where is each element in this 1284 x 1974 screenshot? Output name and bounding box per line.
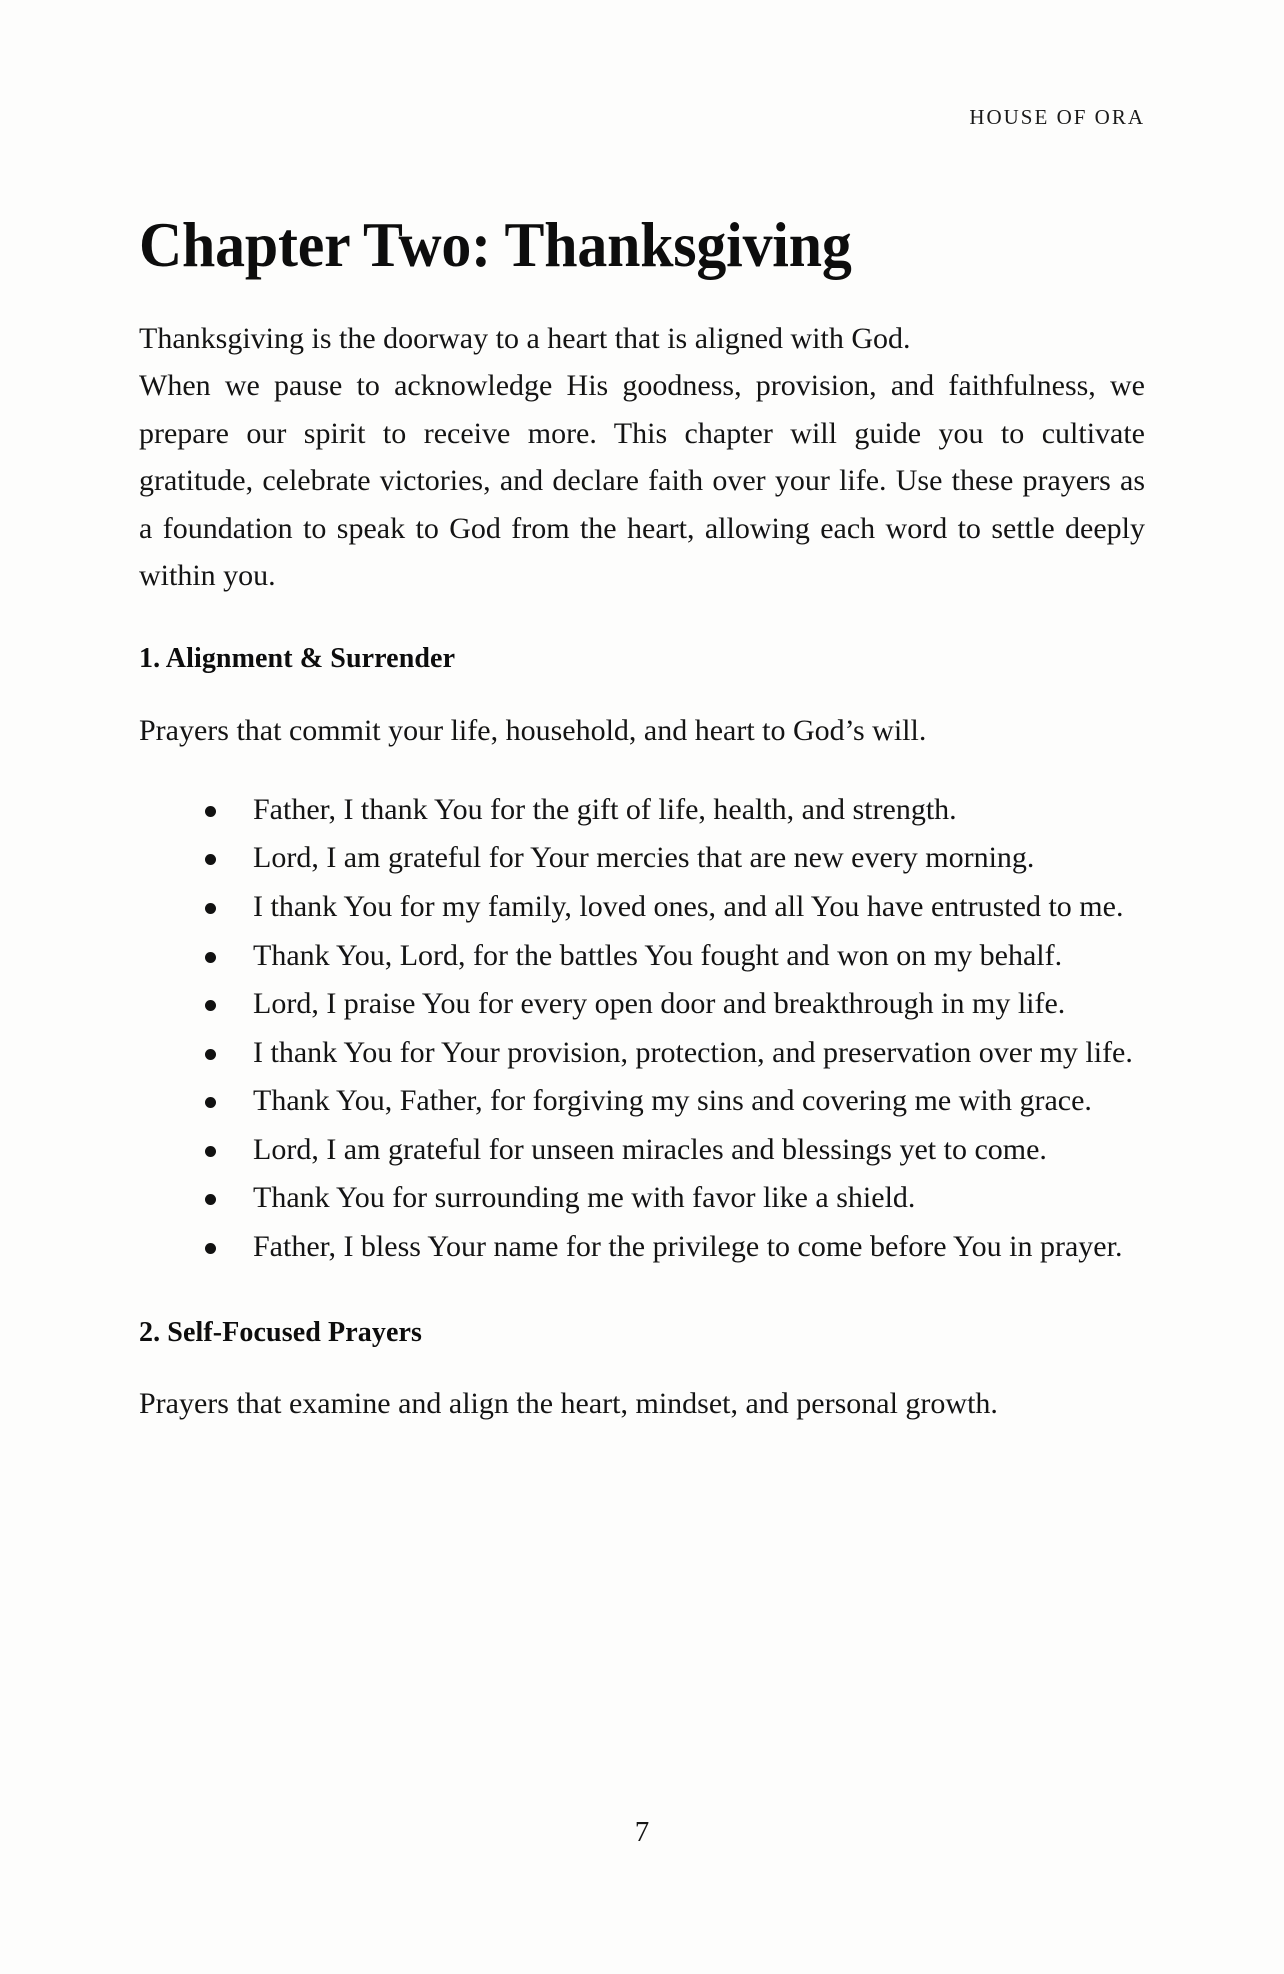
list-item xyxy=(139,933,1145,979)
chapter-title: Chapter Two: Thanksgiving xyxy=(139,210,852,280)
section-description-2: Prayers that examine and align the heart, mindset, and personal growth. xyxy=(139,1387,998,1421)
list-item-text: Lord, I praise You for every open door and breakthrough in my life. xyxy=(253,987,1066,1021)
list-item-text: Thank You for surrounding me with favor like a shield. xyxy=(253,1181,916,1215)
bullet-icon xyxy=(205,1194,216,1205)
list-item xyxy=(139,884,1145,930)
page-content xyxy=(139,0,1145,1426)
list-item-text: Thank You, Lord, for the battles You fought and won on my behalf. xyxy=(253,938,1063,972)
section-heading-2: 2. Self-Focused Prayers xyxy=(139,1316,423,1348)
page-number: 7 xyxy=(634,1816,650,1848)
list-item-text: Lord, I am grateful for Your mercies that are new every morning. xyxy=(253,841,1035,875)
list-item xyxy=(139,1078,1145,1124)
list-item-text: I thank You for Your provision, protection, and preservation over my life. xyxy=(253,1035,1133,1069)
list-item-text: I thank You for my family, loved ones, and all You have entrusted to me. xyxy=(253,889,1124,923)
bullet-icon xyxy=(205,1243,216,1254)
bullet-icon xyxy=(205,1146,216,1157)
list-item-text: Father, I bless Your name for the privilege to come before You in prayer. xyxy=(253,1230,1123,1264)
bullet-icon xyxy=(205,806,216,817)
prayer-list-1 xyxy=(139,753,1145,1270)
bullet-icon xyxy=(205,854,216,865)
bullet-icon xyxy=(205,903,216,914)
list-item-text: Father, I thank You for the gift of life, health, and strength. xyxy=(253,792,957,826)
list-item xyxy=(139,1127,1145,1173)
intro-paragraph xyxy=(139,277,1145,599)
running-header: HOUSE OF ORA xyxy=(969,105,1145,129)
list-item xyxy=(139,835,1145,881)
bullet-icon xyxy=(205,1097,216,1108)
list-item xyxy=(139,1224,1145,1270)
section-heading-1: 1. Alignment & Surrender xyxy=(139,643,456,675)
bullet-icon xyxy=(205,1049,216,1060)
list-item xyxy=(139,1030,1145,1076)
intro-body: When we pause to acknowledge His goodness, provision, and faithfulness, we prepare our spirit to receive more. This chapter will guide you to cultivate gratitude, celebrate victories, and declare faith over your life. Use these prayers as a foundation to speak to God from the heart, allowing each word to settle deeply within you. xyxy=(139,369,1145,592)
list-item xyxy=(139,787,1145,833)
list-item-text: Thank You, Father, for forgiving my sins and covering me with grace. xyxy=(253,1084,1092,1118)
list-item xyxy=(139,1175,1145,1221)
section-description-1: Prayers that commit your life, household, and heart to God’s will. xyxy=(139,713,927,747)
bullet-icon xyxy=(205,952,216,963)
bullet-icon xyxy=(205,1000,216,1011)
intro-line-1: Thanksgiving is the doorway to a heart that is aligned with God. xyxy=(139,322,911,355)
list-item-text: Lord, I am grateful for unseen miracles and blessings yet to come. xyxy=(253,1132,1047,1166)
list-item xyxy=(139,981,1145,1027)
